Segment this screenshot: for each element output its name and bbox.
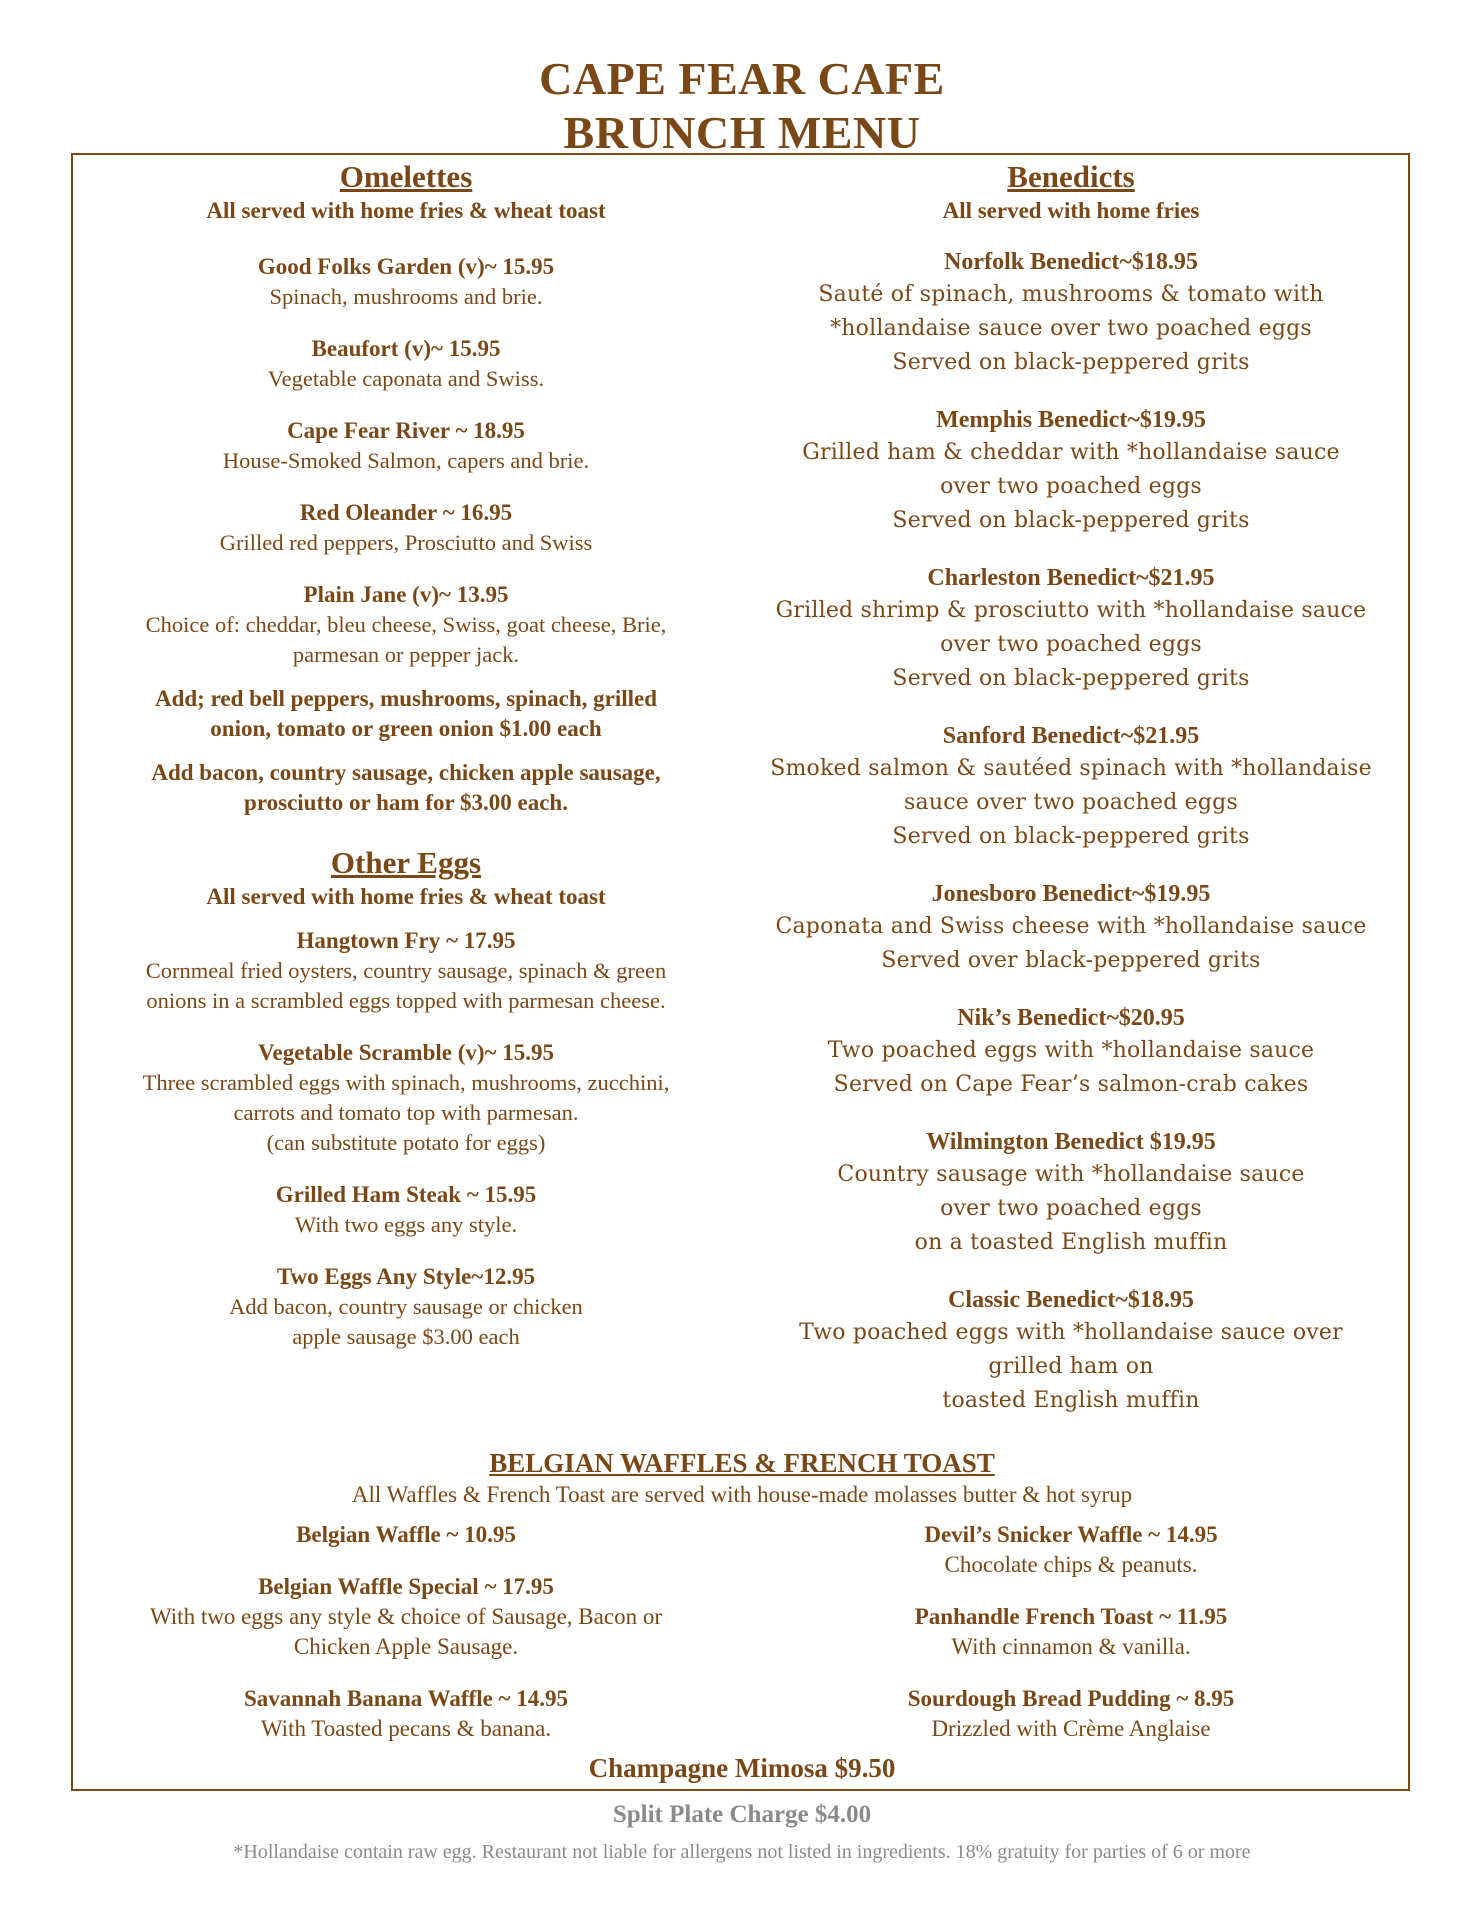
item-description: Grilled red peppers, Prosciutto and Swiss xyxy=(219,530,593,555)
item-description: Vegetable caponata and Swiss. xyxy=(267,366,545,391)
menu-item xyxy=(746,1002,1396,1102)
left-column xyxy=(86,158,726,1352)
menu-item xyxy=(86,1180,726,1240)
item-description: *hollandaise sauce over two poached eggs xyxy=(830,316,1312,341)
item-description: House-Smoked Salmon, capers and brie. xyxy=(222,448,590,473)
add-on-note xyxy=(86,758,726,818)
restaurant-name: CAPE FEAR CAFE xyxy=(539,53,945,104)
item-name: Red Oleander ~ 16.95 xyxy=(299,500,513,525)
item-description: Choice of: cheddar, bleu cheese, Swiss, goat cheese, Brie, xyxy=(145,612,667,637)
waffles-left-list xyxy=(86,1520,726,1766)
item-name: Belgian Waffle Special ~ 17.95 xyxy=(258,1574,554,1599)
item-description: Add bacon, country sausage or chicken xyxy=(229,1294,583,1319)
item-description: Served on black-peppered grits xyxy=(892,508,1250,533)
item-name: Panhandle French Toast ~ 11.95 xyxy=(914,1604,1228,1629)
item-description: With cinnamon & vanilla. xyxy=(951,1634,1191,1659)
item-description: Served on black-peppered grits xyxy=(892,666,1250,691)
menu-item xyxy=(86,252,726,312)
item-description: Chocolate chips & peanuts. xyxy=(944,1552,1198,1577)
item-description: Grilled shrimp & prosciutto with *hollandaise sauce xyxy=(775,598,1367,623)
menu-item xyxy=(86,1684,726,1744)
omelette-list xyxy=(86,252,726,670)
item-description: (can substitute potato for eggs) xyxy=(266,1130,546,1155)
item-description: parmesan or pepper jack. xyxy=(292,642,520,667)
item-name: Devil’s Snicker Waffle ~ 14.95 xyxy=(924,1522,1218,1547)
menu-item xyxy=(746,720,1396,854)
item-description: Cornmeal fried oysters, country sausage, spinach & green xyxy=(145,958,667,983)
item-description: over two poached eggs xyxy=(940,632,1202,657)
item-name: Classic Benedict~$18.95 xyxy=(948,1287,1194,1313)
item-description: grilled ham on xyxy=(988,1354,1154,1379)
item-description: Sauté of spinach, mushrooms & tomato with xyxy=(818,282,1324,307)
item-name: Hangtown Fry ~ 17.95 xyxy=(296,928,516,953)
menu-item xyxy=(746,1520,1396,1580)
item-name: Savannah Banana Waffle ~ 14.95 xyxy=(243,1686,569,1711)
item-name: Jonesboro Benedict~$19.95 xyxy=(931,881,1211,907)
add-on-line: Add bacon, country sausage, chicken apple sausage, xyxy=(151,760,661,785)
item-name: Wilmington Benedict $19.95 xyxy=(926,1129,1216,1155)
item-description: sauce over two poached eggs xyxy=(904,790,1238,815)
add-on-line: Add; red bell peppers, mushrooms, spinach, grilled xyxy=(154,686,658,711)
item-description: Chicken Apple Sausage. xyxy=(293,1634,519,1659)
menu-title xyxy=(0,52,1484,160)
item-name: Nik’s Benedict~$20.95 xyxy=(957,1005,1185,1031)
item-name: Charleston Benedict~$21.95 xyxy=(927,565,1215,591)
item-description: With two eggs any style. xyxy=(294,1212,518,1237)
menu-item xyxy=(746,562,1396,696)
item-description: Caponata and Swiss cheese with *hollandaise sauce xyxy=(775,914,1367,939)
other-eggs-list xyxy=(86,926,726,1352)
waffles-subheading: All Waffles & French Toast are served with house-made molasses butter & hot syrup xyxy=(351,1482,1133,1507)
item-name: Grilled Ham Steak ~ 15.95 xyxy=(275,1182,537,1207)
menu-item xyxy=(746,404,1396,538)
item-description: With two eggs any style & choice of Sausage, Bacon or xyxy=(150,1604,662,1629)
split-plate-charge: Split Plate Charge $4.00 xyxy=(612,1801,872,1828)
item-description: onions in a scrambled eggs topped with parmesan cheese. xyxy=(146,988,666,1013)
item-description: Grilled ham & cheddar with *hollandaise sauce xyxy=(802,440,1340,465)
menu-item xyxy=(86,498,726,558)
item-description: Three scrambled eggs with spinach, mushrooms, zucchini, xyxy=(142,1070,670,1095)
menu-name: BRUNCH MENU xyxy=(563,107,921,158)
item-description: over two poached eggs xyxy=(940,1196,1202,1221)
item-name: Two Eggs Any Style~12.95 xyxy=(276,1264,536,1289)
add-on-line: prosciutto or ham for $3.00 each. xyxy=(244,790,568,815)
item-description: With Toasted pecans & banana. xyxy=(260,1716,552,1741)
item-name: Belgian Waffle ~ 10.95 xyxy=(296,1522,516,1547)
item-description: Spinach, mushrooms and brie. xyxy=(269,284,543,309)
item-description: apple sausage $3.00 each xyxy=(292,1324,520,1349)
benedicts-heading: Benedicts xyxy=(1007,159,1135,194)
item-name: Beaufort (v)~ 15.95 xyxy=(311,336,501,361)
waffles-heading: BELGIAN WAFFLES & FRENCH TOAST xyxy=(489,1448,995,1478)
item-description: Two poached eggs with *hollandaise sauce xyxy=(827,1038,1315,1063)
item-description: Served over black-peppered grits xyxy=(881,948,1261,973)
item-description: Two poached eggs with *hollandaise sauce over xyxy=(799,1320,1343,1345)
benedicts-subheading: All served with home fries xyxy=(942,198,1200,223)
item-description: toasted English muffin xyxy=(942,1388,1200,1413)
right-column xyxy=(746,158,1396,1418)
menu-item xyxy=(746,1126,1396,1260)
menu-item xyxy=(86,1262,726,1352)
menu-item xyxy=(86,1572,726,1662)
item-description: Served on black-peppered grits xyxy=(892,824,1250,849)
item-name: Norfolk Benedict~$18.95 xyxy=(944,249,1198,275)
item-description: Drizzled with Crème Anglaise xyxy=(931,1716,1211,1741)
menu-item xyxy=(86,1038,726,1158)
menu-item xyxy=(746,246,1396,380)
add-on-note xyxy=(86,684,726,744)
menu-item xyxy=(86,334,726,394)
item-name: Good Folks Garden (v)~ 15.95 xyxy=(257,254,555,279)
item-name: Vegetable Scramble (v)~ 15.95 xyxy=(257,1040,554,1065)
menu-item xyxy=(746,878,1396,978)
omelette-addons xyxy=(86,684,726,818)
omelettes-heading: Omelettes xyxy=(339,159,473,194)
item-name: Plain Jane (v)~ 13.95 xyxy=(303,582,509,607)
other-eggs-subheading: All served with home fries & wheat toast xyxy=(206,884,606,909)
other-eggs-heading: Other Eggs xyxy=(330,845,482,880)
other-eggs-section xyxy=(86,844,726,1352)
item-name: Cape Fear River ~ 18.95 xyxy=(287,418,525,443)
item-description: Smoked salmon & sautéed spinach with *hollandaise xyxy=(770,756,1372,781)
disclaimer: *Hollandaise contain raw egg. Restaurant not liable for allergens not listed in ingredients. 18% gratuity for parties of 6 or more xyxy=(233,1841,1251,1863)
mimosa-item: Champagne Mimosa $9.50 xyxy=(588,1753,896,1783)
menu-item xyxy=(746,1684,1396,1744)
waffles-right-list xyxy=(746,1520,1396,1766)
menu-item xyxy=(86,926,726,1016)
benedict-list xyxy=(746,246,1396,1418)
omelettes-subheading: All served with home fries & wheat toast xyxy=(206,198,606,223)
menu-item xyxy=(746,1602,1396,1662)
menu-item xyxy=(86,580,726,670)
item-description: Served on Cape Fear’s salmon-crab cakes xyxy=(833,1072,1309,1097)
item-name: Memphis Benedict~$19.95 xyxy=(936,407,1206,433)
menu-item xyxy=(86,1520,726,1550)
add-on-line: onion, tomato or green onion $1.00 each xyxy=(210,716,602,741)
item-description: Country sausage with *hollandaise sauce xyxy=(837,1162,1305,1187)
item-description: Served on black-peppered grits xyxy=(892,350,1250,375)
menu-item xyxy=(86,416,726,476)
item-description: on a toasted English muffin xyxy=(914,1230,1228,1255)
menu-item xyxy=(746,1284,1396,1418)
item-name: Sanford Benedict~$21.95 xyxy=(942,723,1200,749)
item-description: over two poached eggs xyxy=(940,474,1202,499)
item-name: Sourdough Bread Pudding ~ 8.95 xyxy=(907,1686,1235,1711)
item-description: carrots and tomato top with parmesan. xyxy=(233,1100,579,1125)
